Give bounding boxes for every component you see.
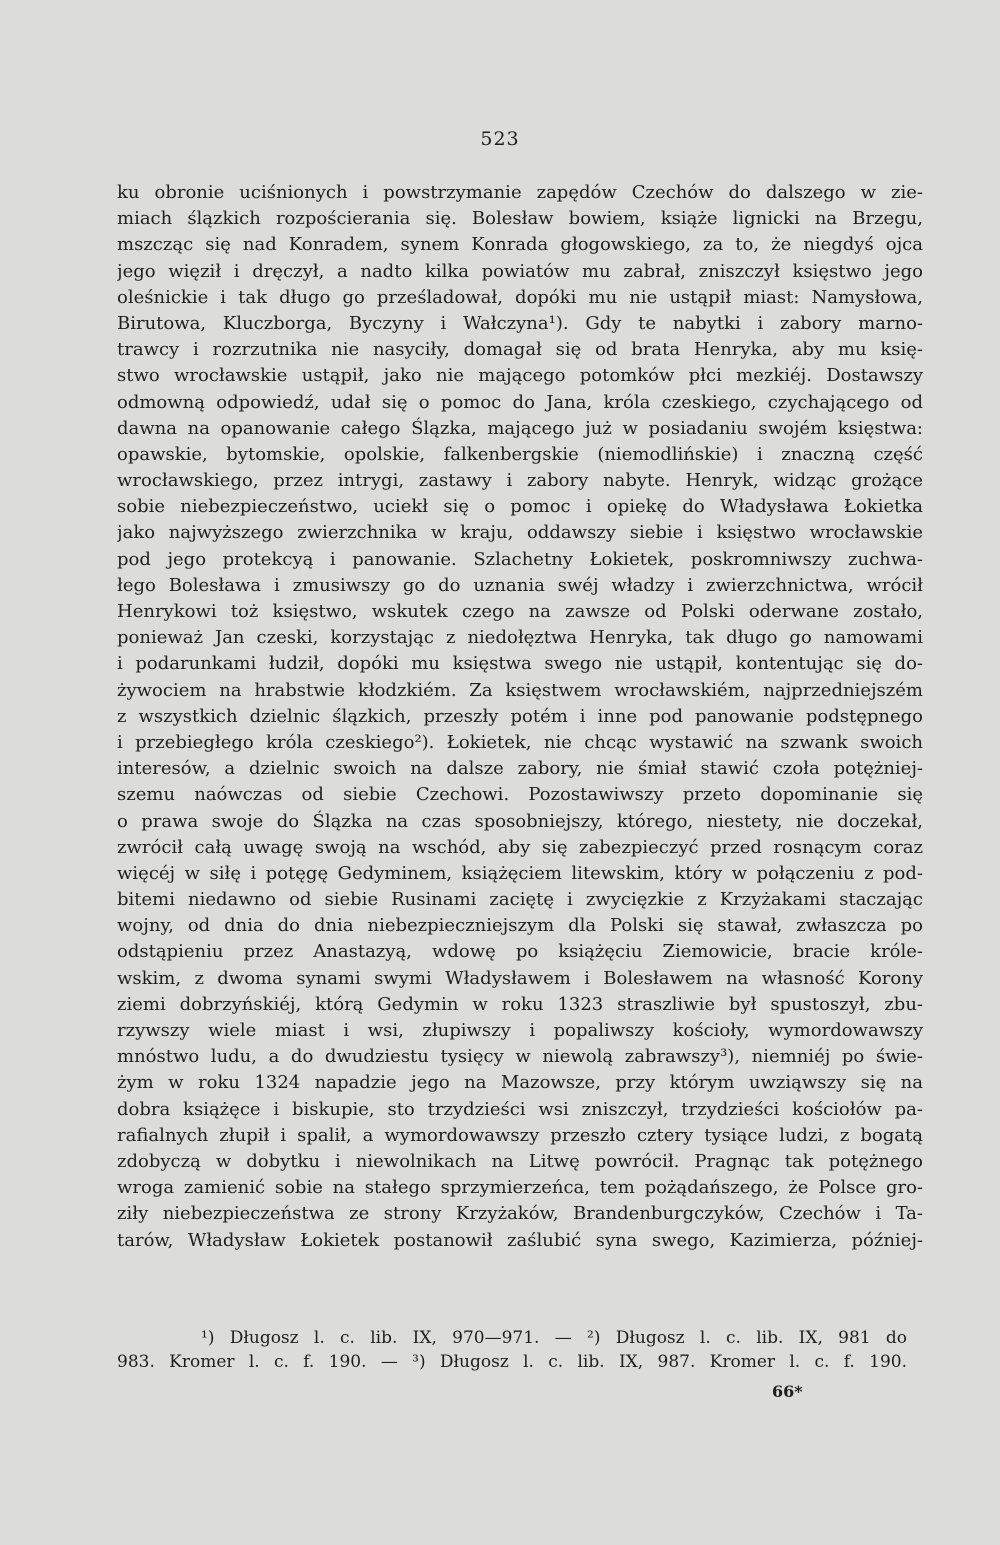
text-line: interesów, a dzielnic swoich na dalsze zabory, nie śmiał stawić czoła potężniej- <box>117 758 923 780</box>
text-line: sobie niebezpieczeństwo, uciekł się o pomoc i opiekę do Władysława Łokietka <box>117 496 923 518</box>
text-line: dawna na opanowanie całego Ślązka, mającego już w posiadaniu swojém księstwa: <box>117 417 923 439</box>
text-line: więcéj w siłę i potęgę Gedyminem, książęciem litewskim, który w połączeniu z pod- <box>117 862 923 884</box>
printer-signature: 66* <box>772 1382 803 1401</box>
text-line: mszcząc się nad Konradem, synem Konrada głogowskiego, za to, że niegdyś ojca <box>117 234 923 256</box>
footnote-line: 983. Kromer l. c. f. 190. — ³) Długosz l. c. lib. IX, 987. Kromer l. c. f. 190. <box>117 1352 907 1372</box>
text-line: wroga zamienić sobie na stałego sprzymierzeńca, tem pożądańszego, że Polsce gro- <box>117 1177 923 1199</box>
text-line: wrocławskiego, przez intrygi, zastawy i zabory nabyte. Henryk, widząc grożące <box>117 470 923 492</box>
text-line: Birutowa, Kluczborga, Byczyny i Wałczyna¹). Gdy te nabytki i zabory marno- <box>117 312 923 334</box>
text-line: miach ślązkich rozpościerania się. Bolesław bowiem, książe lignicki na Brzegu, <box>117 208 923 230</box>
text-line: ponieważ Jan czeski, korzystając z niedołęztwa Henryka, tak długo go namowami <box>117 627 923 649</box>
text-line: Henrykowi toż księstwo, wskutek czego na zawsze od Polski oderwane zostało, <box>117 601 923 622</box>
text-line: mnóstwo ludu, a do dwudziestu tysięcy w niewolą zabrawszy³), niemniéj po świe- <box>117 1046 923 1068</box>
text-line: stwo wrocławskie ustąpił, jako nie mającego potomków płci mezkiéj. Dostawszy <box>117 365 923 387</box>
text-line: ku obronie uciśnionych i powstrzymanie zapędów Czechów do dalszego w zie- <box>117 182 923 203</box>
text-line: i przebiegłego króla czeskiego²). Łokietek, nie chcąc wystawić na szwank swoich <box>117 731 923 753</box>
text-line: łego Bolesława i zmusiwszy go do uznania swéj władzy i zwierzchnictwa, wrócił <box>117 574 923 596</box>
text-line: ziemi dobrzyńskiéj, którą Gedymin w roku 1323 straszliwie był spustoszył, zbu- <box>117 993 923 1015</box>
body-text <box>117 180 923 1254</box>
text-line: wskim, z dwoma synami swymi Władysławem i Bolesławem na własność Korony <box>117 967 923 989</box>
text-line: żym w roku 1324 napadzie jego na Mazowsze, przy którym uwziąwszy się na <box>117 1072 923 1094</box>
footnotes <box>117 1326 907 1374</box>
text-line: z wszystkich dzielnic ślązkich, przeszły potém i inne pod panowanie podstępnego <box>117 705 923 727</box>
text-line: ziły niebezpieczeństwa ze strony Krzyżaków, Brandenburgczyków, Czechów i Ta- <box>117 1203 923 1225</box>
text-line: oleśnickie i tak długo go prześladował, dopóki mu nie ustąpił miast: Namysłowa, <box>117 286 923 308</box>
text-line: odmowną odpowiedź, udał się o pomoc do Jana, króla czeskiego, czychającego od <box>117 391 923 413</box>
text-line: trawcy i rozrzutnika nie nasyciły, domagał się od brata Henryka, aby mu księ- <box>117 339 923 361</box>
text-line: pod jego protekcyą i panowanie. Szlachetny Łokietek, poskromniwszy zuchwa- <box>117 548 923 570</box>
text-line: wojny, od dnia do dnia niebezpieczniejszym dla Polski się stawał, zwłaszcza po <box>117 915 923 937</box>
text-line: jako najwyższego zwierzchnika w kraju, oddawszy siebie i księstwo wrocławskie <box>117 522 923 544</box>
text-line: dobra książęce i biskupie, sto trzydzieści wsi zniszczył, trzydzieści kościołów pa- <box>117 1098 923 1120</box>
text-line: bitemi niedawno od siebie Rusinami zaciętę i zwycięzkie z Krzyżakami staczając <box>117 889 923 911</box>
text-line: jego więził i dręczył, a nadto kilka powiatów mu zabrał, zniszczył księstwo jego <box>117 260 923 282</box>
text-line: i podarunkami łudził, dopóki mu księstwa swego nie ustąpił, kontentując się do- <box>117 653 923 675</box>
page-number: 523 <box>480 128 520 150</box>
text-line: zdobyczą w dobytku i niewolnikach na Litwę powrócił. Pragnąc tak potężnego <box>117 1150 923 1172</box>
footnote-line: ¹) Długosz l. c. lib. IX, 970—971. — ²) Długosz l. c. lib. IX, 981 do <box>201 1328 907 1348</box>
text-line: o prawa swoje do Ślązka na czas sposobniejszy, którego, niestety, nie doczekał, <box>117 810 923 832</box>
text-line: zwrócił całą uwagę swoją na wschód, aby się zabezpieczyć przed rosnącym coraz <box>117 836 923 858</box>
text-line: opawskie, bytomskie, opolskie, falkenbergskie (niemodlińskie) i znaczną część <box>117 443 923 465</box>
text-line: tarów, Władysław Łokietek postanowił zaślubić syna swego, Kazimierza, później- <box>117 1229 923 1251</box>
text-line: rzywszy wiele miast i wsi, złupiwszy i popaliwszy kościoły, wymordowawszy <box>117 1020 923 1041</box>
text-line: odstąpieniu przez Anastazyą, wdowę po książęciu Ziemowicie, bracie króle- <box>117 941 923 963</box>
text-line: rafialnych złupił i spalił, a wymordowawszy przeszło cztery tysiące ludzi, z bogatą <box>117 1124 923 1146</box>
text-line: szemu naówczas od siebie Czechowi. Pozostawiwszy przeto dopominanie się <box>117 784 923 806</box>
text-line: żywociem na hrabstwie kłodzkiém. Za księstwem wrocławskiém, najprzedniejszém <box>117 679 923 701</box>
